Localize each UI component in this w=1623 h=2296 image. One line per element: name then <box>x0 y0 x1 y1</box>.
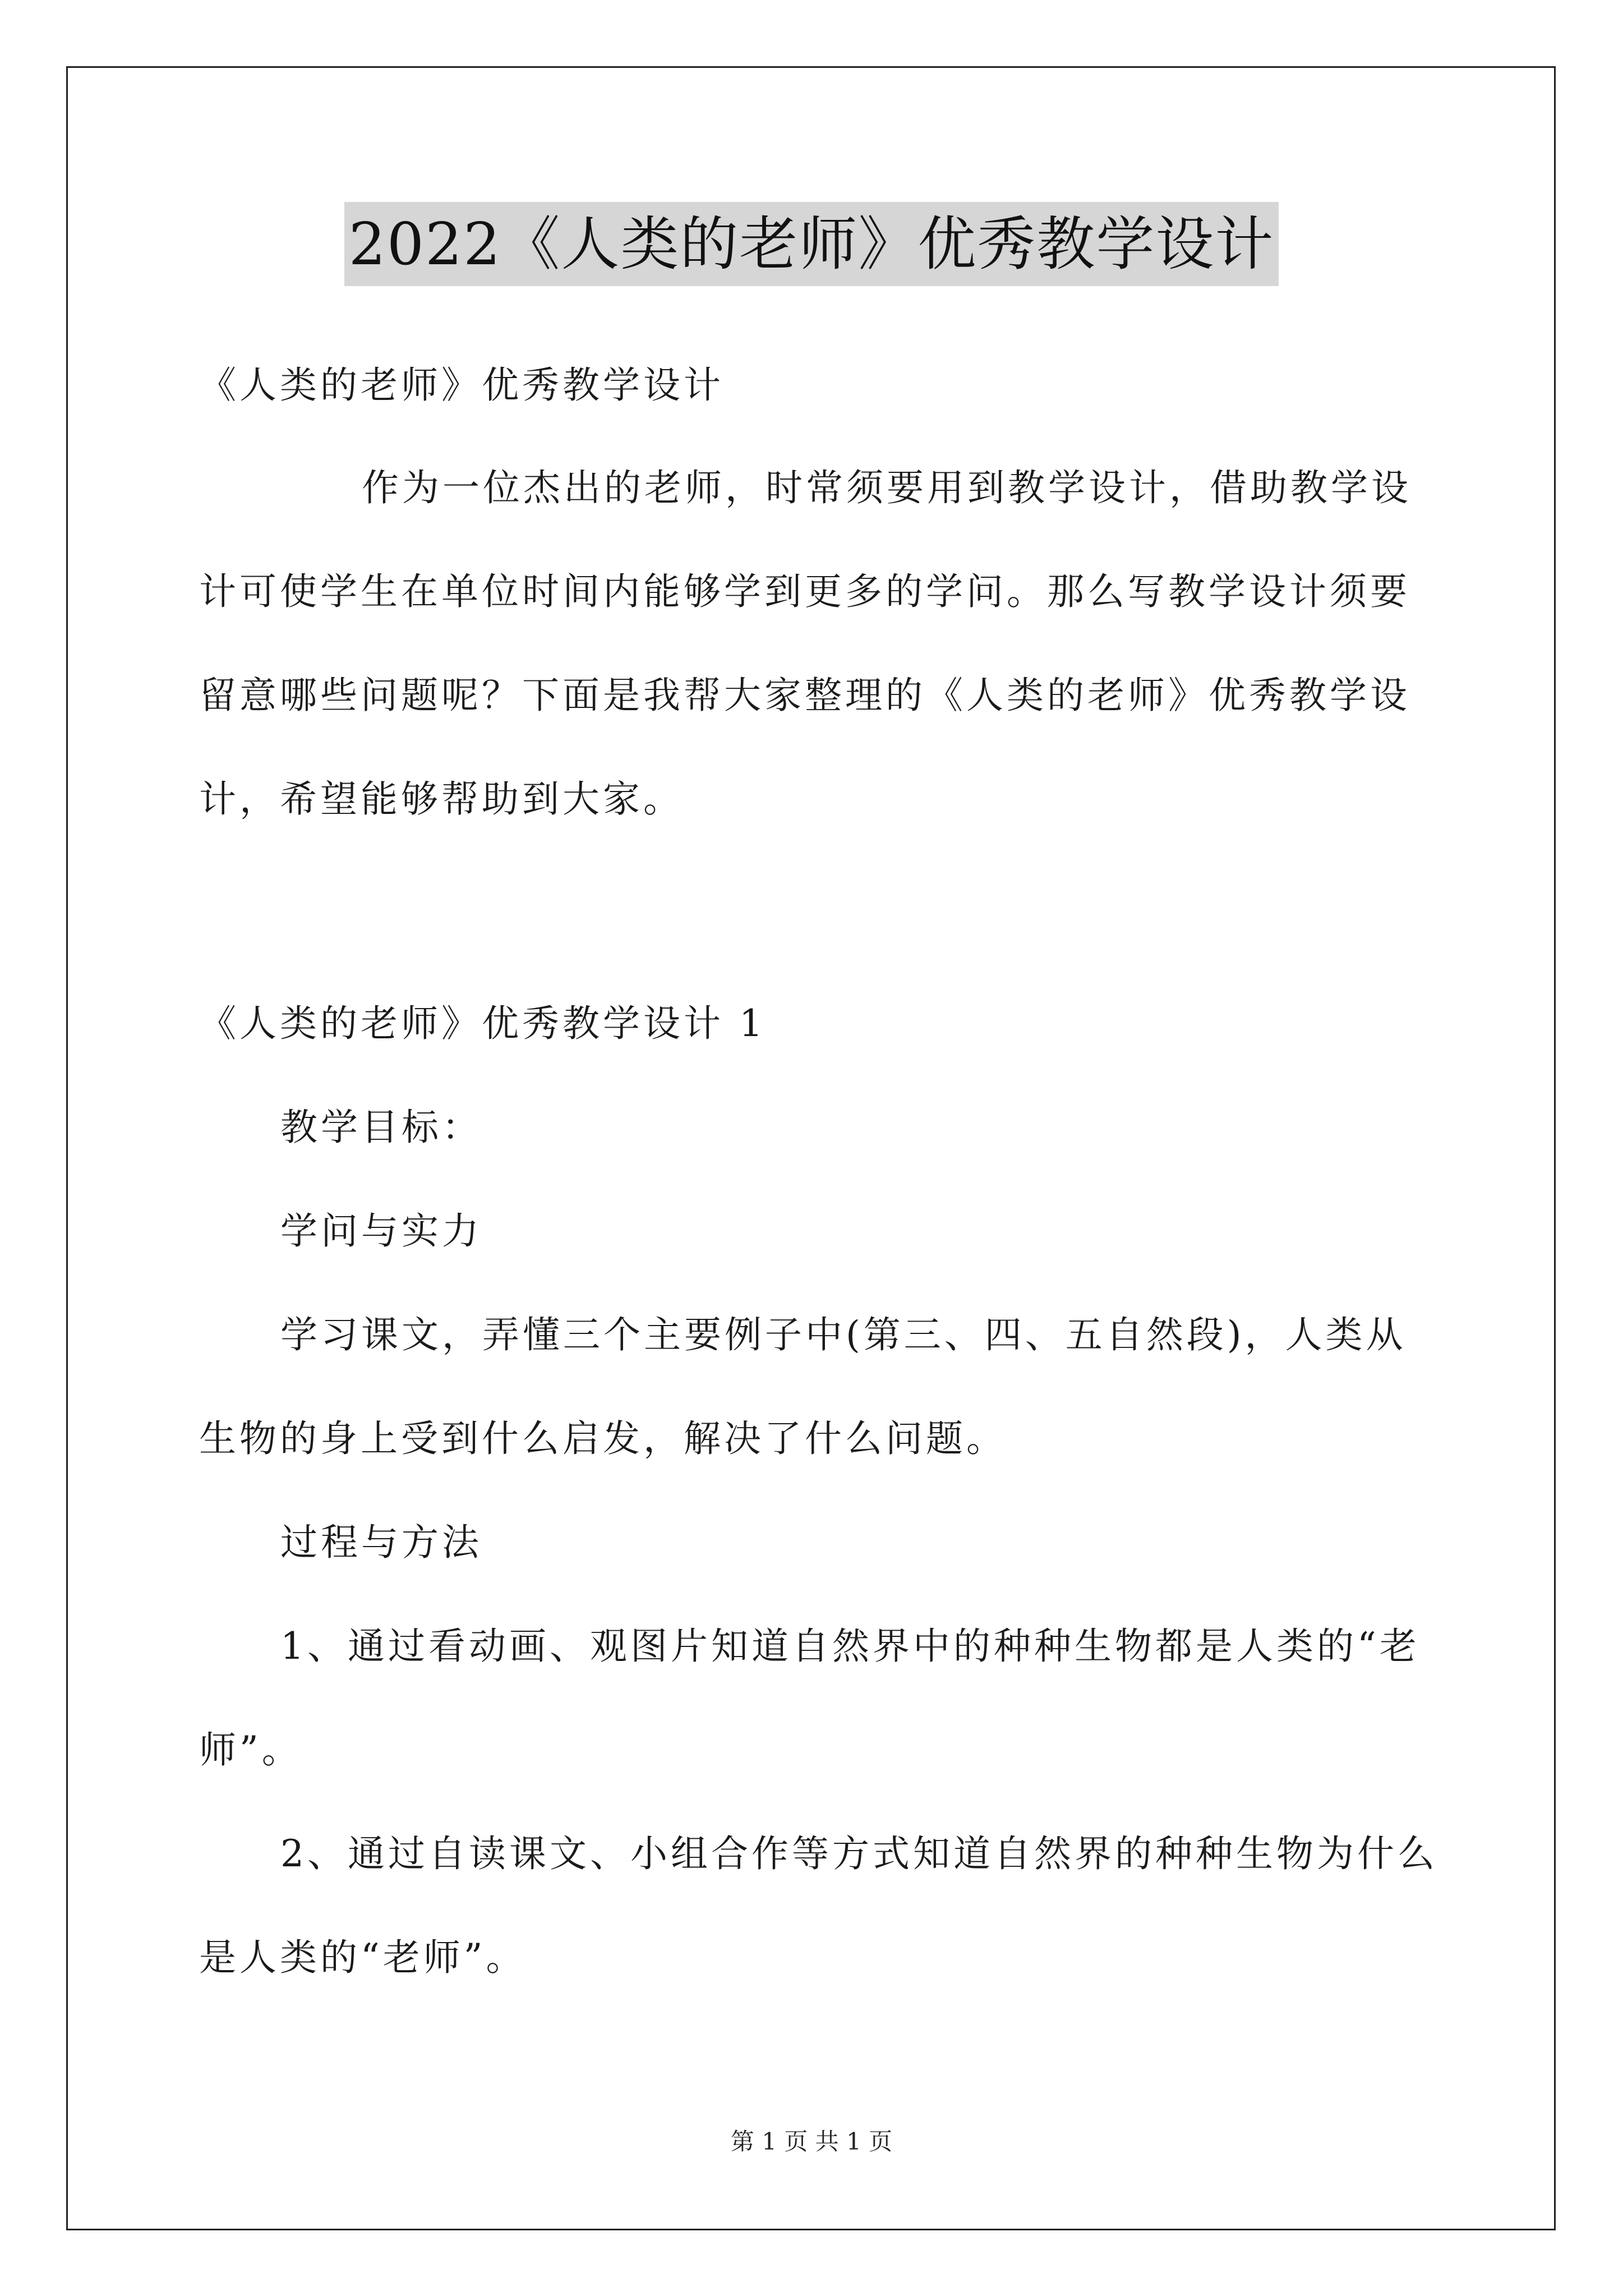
knowledge-line-2: 生物的身上受到什么启发，解决了什么问题。 <box>199 1417 1007 1460</box>
intro-line-3: 留意哪些问题呢？下面是我帮大家整理的《人类的老师》优秀教学设 <box>199 674 1410 717</box>
document-subtitle: 《人类的老师》优秀教学设计 <box>199 364 724 407</box>
intro-line-2: 计可使学生在单位时间内能够学到更多的学问。那么写教学设计须要 <box>199 570 1410 613</box>
item2-line-2: 是人类的“老师”。 <box>199 1936 527 1979</box>
section-heading: 《人类的老师》优秀教学设计 1 <box>199 1002 766 1045</box>
item2-line-1: 2、通过自读课文、小组合作等方式知道自然界的种种生物为什么 <box>280 1832 1438 1875</box>
page-footer: 第 1 页 共 1 页 <box>730 2128 893 2155</box>
item1-line-2: 师”。 <box>199 1728 302 1772</box>
title-container <box>0 202 1623 286</box>
intro-line-4: 计，希望能够帮助到大家。 <box>199 777 684 821</box>
knowledge-heading: 学问与实力 <box>280 1209 482 1253</box>
intro-line-1: 作为一位杰出的老师，时常须要用到教学设计，借助教学设 <box>362 466 1412 509</box>
document-title: 2022《人类的老师》优秀教学设计 <box>344 202 1279 286</box>
knowledge-line-1: 学习课文，弄懂三个主要例子中(第三、四、五自然段)，人类从 <box>280 1313 1407 1356</box>
process-heading: 过程与方法 <box>280 1521 482 1564</box>
item1-line-1: 1、通过看动画、观图片知道自然界中的种种生物都是人类的“老 <box>280 1625 1420 1668</box>
goals-heading: 教学目标： <box>280 1106 482 1149</box>
